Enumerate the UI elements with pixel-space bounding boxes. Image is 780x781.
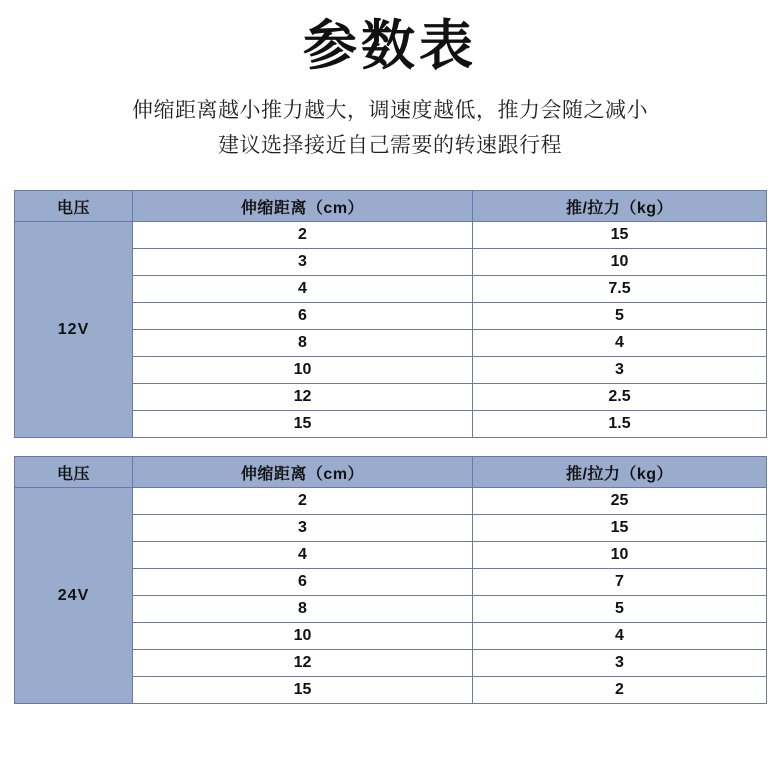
table-header-row — [15, 457, 767, 488]
column-header-force: 推/拉力（kg） — [473, 191, 767, 222]
cell-distance: 10 — [133, 357, 473, 384]
cell-force: 5 — [473, 303, 767, 330]
cell-force: 25 — [473, 488, 767, 515]
cell-distance: 8 — [133, 596, 473, 623]
cell-force: 3 — [473, 357, 767, 384]
cell-force: 10 — [473, 249, 767, 276]
spec-table-24v — [14, 456, 767, 704]
spec-tables — [0, 190, 780, 704]
cell-distance: 4 — [133, 276, 473, 303]
cell-force: 1.5 — [473, 411, 767, 438]
cell-distance: 15 — [133, 677, 473, 704]
column-header-voltage: 电压 — [15, 457, 133, 488]
cell-force: 3 — [473, 650, 767, 677]
spec-table-12v — [14, 190, 767, 438]
cell-force: 4 — [473, 623, 767, 650]
cell-distance: 2 — [133, 488, 473, 515]
cell-distance: 4 — [133, 542, 473, 569]
cell-force: 2.5 — [473, 384, 767, 411]
cell-distance: 12 — [133, 650, 473, 677]
cell-force: 10 — [473, 542, 767, 569]
cell-distance: 10 — [133, 623, 473, 650]
voltage-label-12v: 12V — [15, 222, 133, 438]
cell-distance: 3 — [133, 515, 473, 542]
voltage-label-24v: 24V — [15, 488, 133, 704]
table-header-row — [15, 191, 767, 222]
subtitle-line-2: 建议选择接近自己需要的转速跟行程 — [218, 134, 562, 158]
cell-distance: 12 — [133, 384, 473, 411]
table-row — [15, 222, 767, 249]
cell-distance: 3 — [133, 249, 473, 276]
cell-distance: 6 — [133, 303, 473, 330]
column-header-voltage: 电压 — [15, 191, 133, 222]
column-header-distance: 伸缩距离（cm） — [133, 191, 473, 222]
cell-force: 15 — [473, 222, 767, 249]
cell-force: 7 — [473, 569, 767, 596]
column-header-force: 推/拉力（kg） — [473, 457, 767, 488]
cell-distance: 15 — [133, 411, 473, 438]
page-title: 参数表 — [303, 16, 477, 76]
cell-distance: 8 — [133, 330, 473, 357]
cell-force: 4 — [473, 330, 767, 357]
cell-force: 5 — [473, 596, 767, 623]
cell-distance: 2 — [133, 222, 473, 249]
subtitle-line-1: 伸缩距离越小推力越大，调速度越低，推力会随之减小 — [132, 98, 648, 122]
table-row — [15, 488, 767, 515]
column-header-distance: 伸缩距离（cm） — [133, 457, 473, 488]
cell-force: 7.5 — [473, 276, 767, 303]
cell-distance: 6 — [133, 569, 473, 596]
spec-sheet-page — [0, 14, 780, 781]
cell-force: 15 — [473, 515, 767, 542]
page-subtitle — [0, 93, 780, 164]
cell-force: 2 — [473, 677, 767, 704]
